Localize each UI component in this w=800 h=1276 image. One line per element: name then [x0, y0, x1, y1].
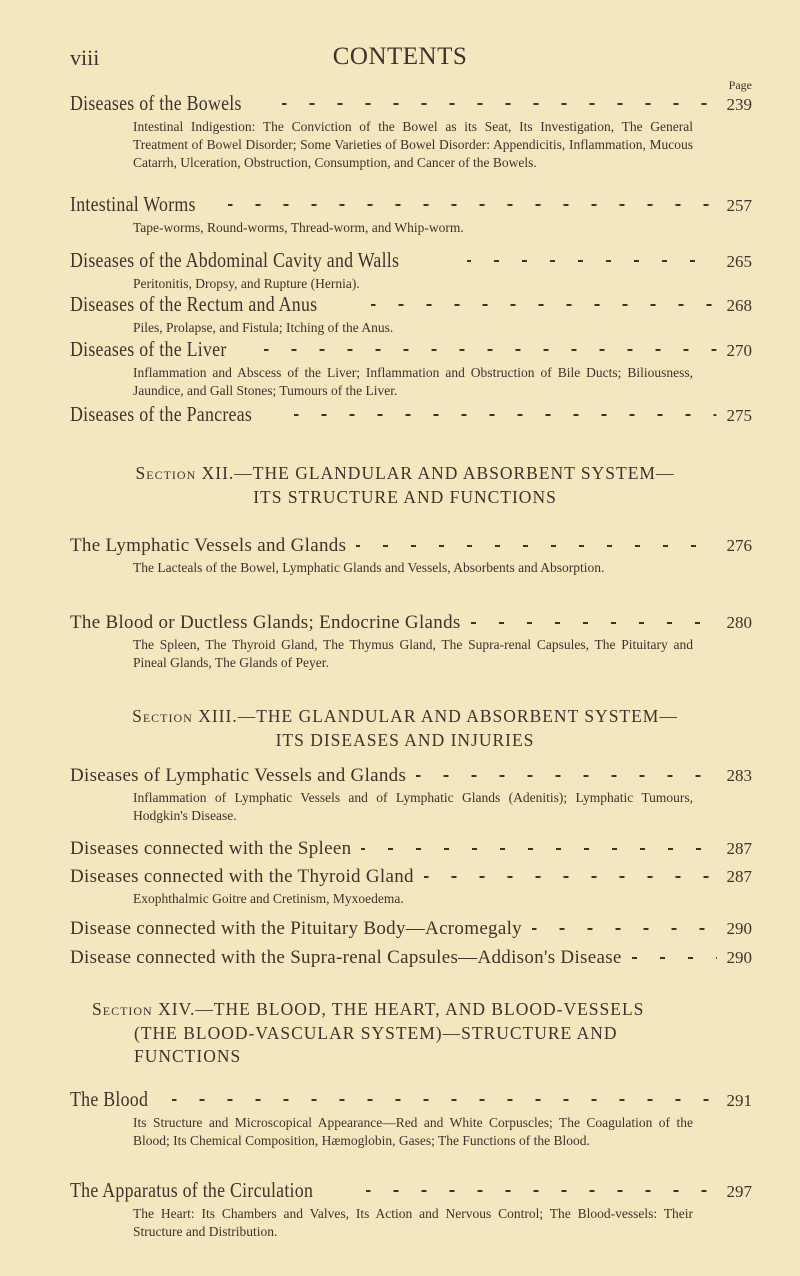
section-title: XIV.—THE BLOOD, THE HEART, AND BLOOD-VESSELS	[158, 999, 645, 1019]
entry-page-number: 290	[726, 948, 752, 967]
entry-page-number: 276	[726, 536, 752, 555]
entry-page-number: 291	[726, 1091, 752, 1110]
toc-entry[interactable]	[70, 535, 752, 577]
toc-entry-row	[70, 293, 752, 317]
entry-title: The Blood or Ductless Glands; Endocrine Glands	[70, 612, 461, 633]
section-heading	[92, 998, 712, 1069]
toc-entry-row	[70, 1179, 752, 1203]
entry-description: The Heart: Its Chambers and Valves, Its Action and Nervous Control; The Blood-vessels: Their Structure and Distribution.	[133, 1206, 693, 1239]
entry-description: Inflammation of Lymphatic Vessels and of Lymphatic Glands (Adenitis); Lymphatic Tumours, Hodgkin's Disease.	[133, 790, 693, 823]
section-label: Section	[135, 463, 197, 483]
entry-title: The Lymphatic Vessels and Glands	[70, 535, 347, 556]
dot-leader	[471, 622, 717, 624]
dot-leader	[361, 848, 716, 850]
entry-title: Disease connected with the Supra-renal Capsules—Addison's Disease	[70, 947, 622, 968]
toc-entry[interactable]	[70, 918, 752, 940]
section-heading-line: (THE BLOOD-VASCULAR SYSTEM)—STRUCTURE AND	[134, 1022, 618, 1043]
toc-entry[interactable]	[70, 293, 752, 337]
section-heading-line	[95, 705, 715, 729]
dot-leader	[467, 260, 716, 262]
entry-description: Tape-worms, Round-worms, Thread-worm, and Whip-worm.	[133, 220, 464, 235]
toc-entry-row	[70, 947, 752, 969]
entry-title: Intestinal Worms	[70, 192, 196, 216]
entry-title: Diseases of the Rectum and Anus	[70, 292, 318, 316]
entry-description: Intestinal Indigestion: The Conviction of the Bowel as its Seat, Its Investigation, The General Treatment of Bowel Disorder; Some Varieties of Bowel Disorder: Appendicitis, Inflammation, Mucous Catarrh, Ulceration, Obstruction, Consumption, and Cancer of the Bowels.	[133, 119, 693, 170]
dot-leader	[228, 204, 717, 206]
dot-leader	[366, 1190, 716, 1192]
entry-description: The Lacteals of the Bowel, Lymphatic Glands and Vessels, Absorbents and Absorption.	[133, 560, 605, 575]
page-column-label: Page	[728, 78, 752, 92]
dot-leader	[632, 957, 717, 959]
dot-leader	[371, 304, 717, 306]
entry-title: Diseases of the Pancreas	[70, 402, 253, 426]
toc-entry[interactable]	[70, 193, 752, 237]
page-folio: viii	[70, 45, 100, 70]
toc-entry[interactable]	[70, 765, 752, 825]
toc-entry-row	[70, 866, 752, 888]
entry-page-number: 270	[726, 341, 752, 360]
entry-page-number: 283	[726, 766, 752, 785]
entry-title: Diseases of the Bowels	[70, 91, 242, 115]
section-heading-line	[95, 462, 715, 486]
section-label: Section	[92, 999, 153, 1019]
entry-description: Inflammation and Abscess of the Liver; Inflammation and Obstruction of Bile Ducts; Biliousness, Jaundice, and Gall Stones; Tumours of the Liver.	[133, 365, 693, 398]
dot-leader	[172, 1099, 717, 1101]
entry-title: The Apparatus of the Circulation	[70, 1178, 314, 1202]
entry-page-number: 287	[726, 839, 752, 858]
toc-entry[interactable]	[70, 92, 752, 172]
entry-page-number: 265	[726, 252, 752, 271]
entry-page-number: 268	[726, 296, 752, 315]
toc-entry-row	[70, 403, 752, 427]
entry-title: Diseases of Lymphatic Vessels and Glands	[70, 765, 407, 786]
entry-page-number: 290	[726, 919, 752, 938]
section-title: XIII.—THE GLANDULAR AND ABSORBENT SYSTEM—	[198, 706, 678, 726]
section-heading	[95, 705, 715, 752]
entry-title: The Blood	[70, 1087, 149, 1111]
toc-entry-row	[70, 249, 752, 273]
section-heading-line	[92, 998, 712, 1022]
toc-entry[interactable]	[70, 838, 752, 860]
entry-title: Diseases of the Liver	[70, 337, 227, 361]
entry-description: Its Structure and Microscopical Appearance—Red and White Corpuscles; The Coagulation of the Blood; Its Chemical Composition, Hæmoglobin, Gases; The Functions of the Blood.	[133, 1115, 693, 1148]
dot-leader	[356, 545, 716, 547]
entry-page-number: 275	[726, 406, 752, 425]
toc-entry-row	[70, 612, 752, 634]
dot-leader	[416, 775, 716, 777]
entry-page-number: 257	[726, 196, 752, 215]
entry-description: Peritonitis, Dropsy, and Rupture (Hernia).	[133, 276, 360, 291]
dot-leader	[294, 414, 716, 416]
toc-entry-row	[70, 1088, 752, 1112]
toc-entry[interactable]	[70, 1088, 752, 1150]
entry-page-number: 297	[726, 1182, 752, 1201]
toc-entry-row	[70, 535, 752, 557]
entry-description: Piles, Prolapse, and Fistula; Itching of the Anus.	[133, 320, 394, 335]
toc-entry[interactable]	[70, 1179, 752, 1241]
toc-entry[interactable]	[70, 403, 752, 427]
toc-entry-row	[70, 918, 752, 940]
toc-entry[interactable]	[70, 947, 752, 969]
section-label: Section	[132, 706, 193, 726]
entry-title: Diseases of the Abdominal Cavity and Walls	[70, 248, 400, 272]
entry-title: Disease connected with the Pituitary Body—Acromegaly	[70, 918, 522, 939]
section-heading-line: ITS DISEASES AND INJURIES	[275, 729, 535, 750]
toc-entry[interactable]	[70, 612, 752, 672]
dot-leader	[532, 928, 717, 930]
entry-title: Diseases connected with the Spleen	[70, 838, 352, 859]
entry-page-number: 280	[726, 613, 752, 632]
toc-entry[interactable]	[70, 338, 752, 400]
toc-entry-row	[70, 838, 752, 860]
dot-leader	[264, 349, 716, 351]
page-title: CONTENTS	[332, 43, 468, 70]
toc-entry[interactable]	[70, 249, 752, 293]
entry-page-number: 239	[726, 95, 752, 114]
toc-entry-row	[70, 338, 752, 362]
toc-entry[interactable]	[70, 866, 752, 908]
section-title: XII.—THE GLANDULAR AND ABSORBENT SYSTEM—	[201, 463, 675, 483]
dot-leader	[424, 876, 717, 878]
entry-description: The Spleen, The Thyroid Gland, The Thymus Gland, The Supra-renal Capsules, The Pituitary and Pineal Glands, The Glands of Peyer.	[133, 637, 693, 670]
entry-description: Exophthalmic Goitre and Cretinism, Myxoedema.	[133, 891, 404, 906]
dot-leader	[282, 103, 717, 105]
section-heading	[95, 462, 715, 509]
section-heading-line: FUNCTIONS	[134, 1046, 242, 1066]
toc-entry-row	[70, 92, 752, 116]
entry-page-number: 287	[726, 867, 752, 886]
entry-title: Diseases connected with the Thyroid Gland	[70, 866, 414, 887]
section-heading-line: ITS STRUCTURE AND FUNCTIONS	[253, 486, 557, 507]
toc-entry-row	[70, 765, 752, 787]
toc-entry-row	[70, 193, 752, 217]
